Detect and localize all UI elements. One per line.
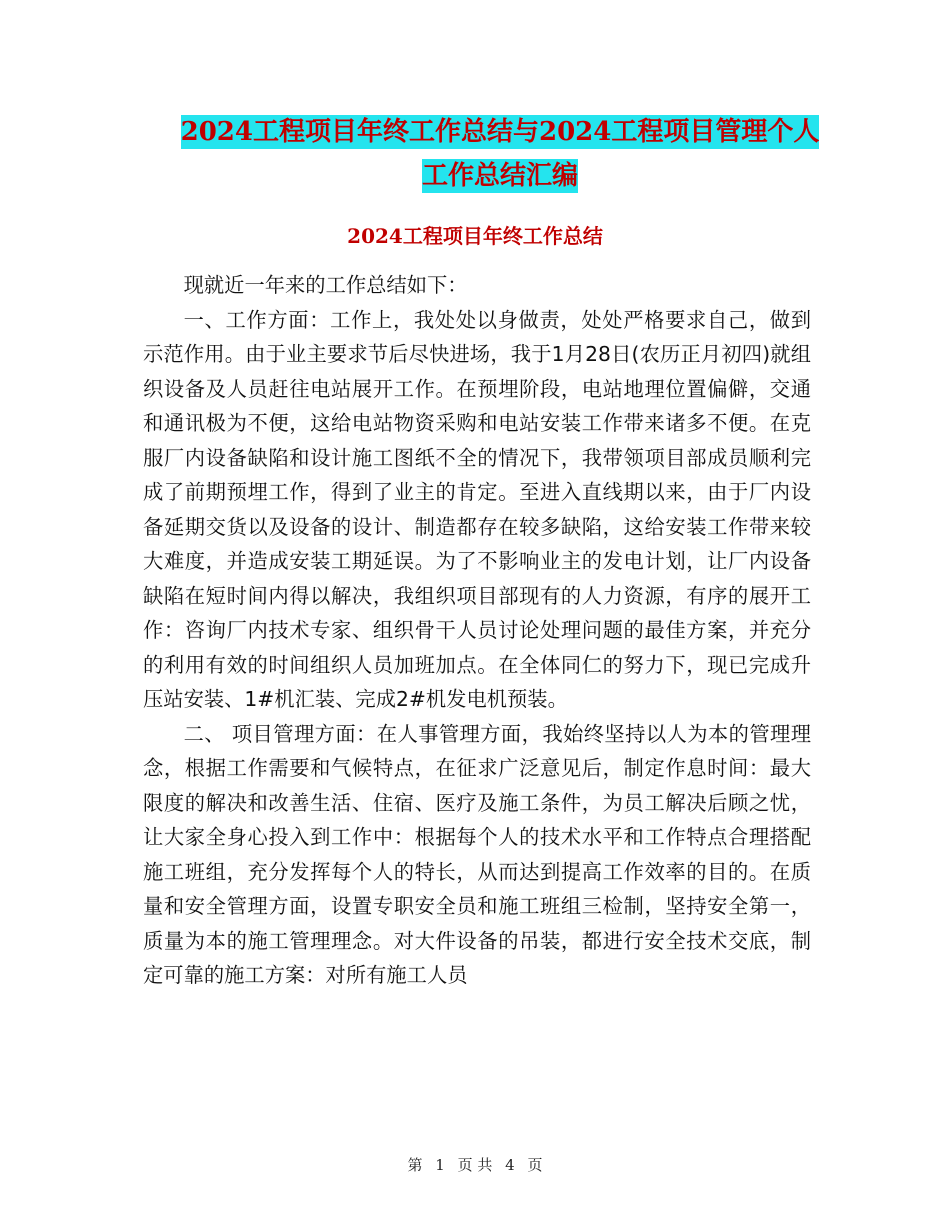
- footer-prefix: 第: [407, 1156, 423, 1174]
- document-title: [130, 110, 870, 198]
- paragraph-intro: 现就近一年来的工作总结如下：: [183, 273, 468, 297]
- footer-page-number: 1: [435, 1156, 445, 1174]
- paragraph-work: 一、工作方面：工作上，我处处以身做责，处处严格要求自己，做到示范作用。由于业主要求节后尽快进场，我于1月28日(农历正月初四)就组织设备及人员赶往电站展开工作。在预埋阶段，电站地理位置偏僻，交通和通讯极为不便，这给电站物资采购和电站安装工作带来诸多不便。在克服厂内设备缺陷和设计施工图纸不全的情况下，我带领项目部成员顺利完成了前期预埋工作，得到了业主的肯定。至进入直线期以来，由于厂内设备延期交货以及设备的设计、制造都存在较多缺陷，这给安装工作带来较大难度，并造成安装工期延误。为了不影响业主的发电计划，让厂内设备缺陷在短时间内得以解决，我组织项目部现有的人力资源，有序的展开工作：咨询厂内技术专家、组织骨干人员讨论处理问题的最佳方案，并充分的利用有效的时间组织人员加班加点。在全体同仁的努力下，现已完成升压站安装、1#机汇装、完成2#机发电机预装。: [143, 307, 811, 711]
- document-body: [143, 268, 811, 993]
- footer-page-total: 4: [505, 1156, 515, 1174]
- paragraph-management: 二、 项目管理方面：在人事管理方面，我始终坚持以人为本的管理理念，根据工作需要和气候特点，在征求广泛意见后，制定作息时间：最大限度的解决和改善生活、住宿、医疗及施工条件，为员工解决后顾之忧，让大家全身心投入到工作中：根据每个人的技术水平和工作特点合理搭配施工班组，充分发挥每个人的特长，从而达到提高工作效率的目的。在质量和安全管理方面，设置专职安全员和施工班组三检制，坚持安全第一，质量为本的施工管理理念。对大件设备的吊装，都进行安全技术交底，制定可靠的施工方案：对所有施工人员: [143, 721, 811, 987]
- footer-mid: 页 共: [457, 1156, 493, 1174]
- page-footer: [0, 1154, 950, 1175]
- section-title: 2024工程项目年终工作总结: [347, 224, 603, 248]
- title-line-1: 2024工程项目年终工作总结与2024工程项目管理个人: [180, 117, 820, 147]
- footer-suffix: 页: [527, 1156, 543, 1174]
- title-line-2: 工作总结汇编: [421, 161, 578, 191]
